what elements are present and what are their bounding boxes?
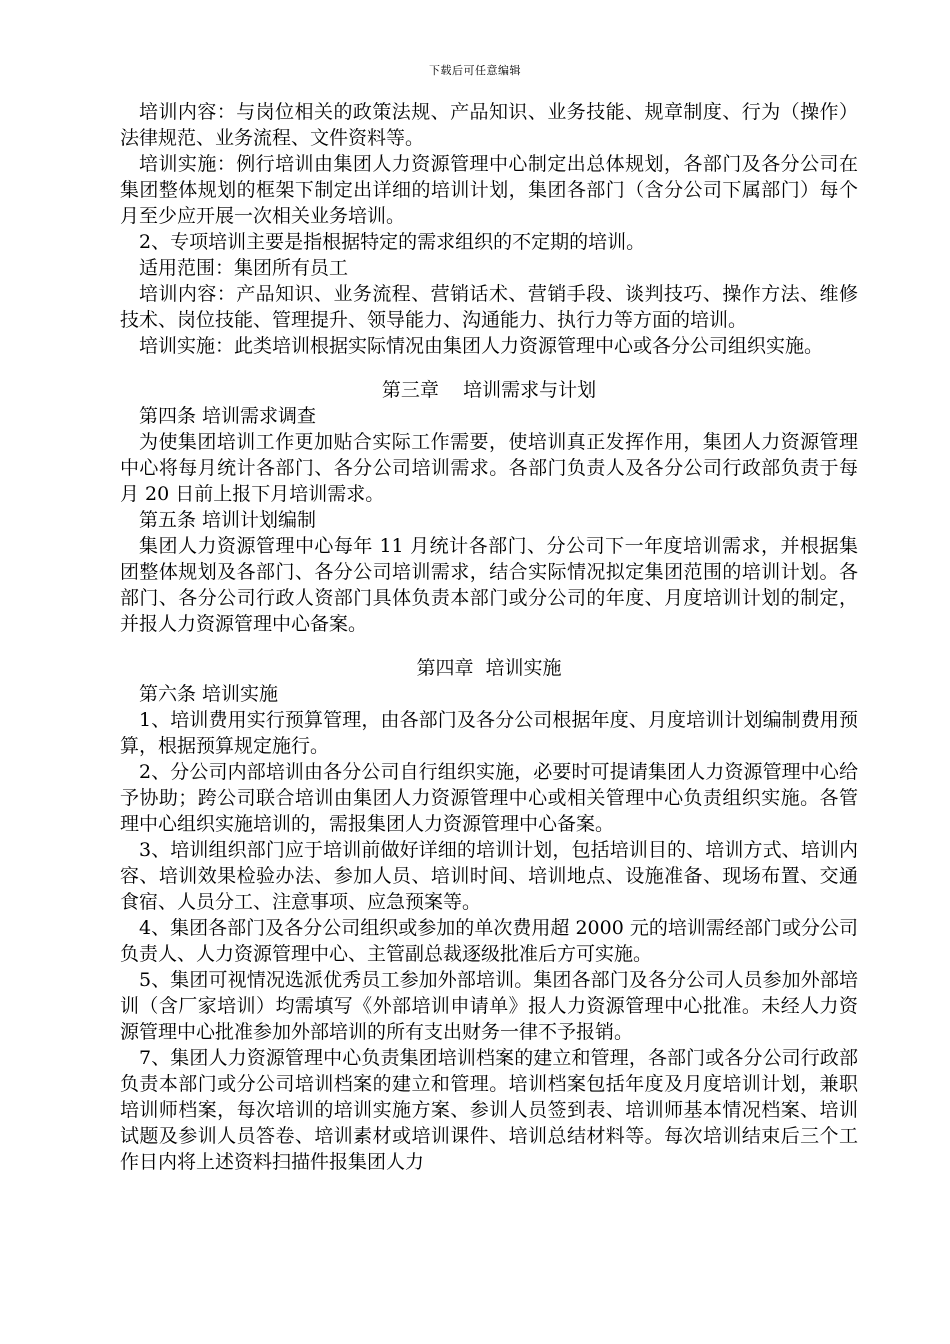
paragraph: 适用范围：集团所有员工 <box>139 257 349 279</box>
paragraph: 2、分公司内部培训由各分公司自行组织实施，必要时可提请集团人力资源管理中心给予协助；跨公司联合培训由集团人力资源管理中心或相关管理中心负责组织实施。各管理中心组织实施培训的，需报集团人力资源管理中心备案。 <box>120 761 858 835</box>
document-body <box>120 99 858 1175</box>
section-spacer <box>120 359 858 377</box>
paragraph: 培训实施：此类培训根据实际情况由集团人力资源管理中心或各分公司组织实施。 <box>139 335 824 357</box>
paragraph: 7、集团人力资源管理中心负责集团培训档案的建立和管理，各部门或各分公司行政部负责本部门或分公司培训档案的建立和管理。培训档案包括年度及月度培训计划，兼职培训师档案，每次培训的培训实施方案、参训人员签到表、培训师基本情况档案、培训试题及参训人员答卷、培训素材或培训课件、培训总结材料等。每次培训结束后三个工作日内将上述资料扫描件报集团人力 <box>120 1047 858 1173</box>
paragraph: 第五条 培训计划编制 <box>139 509 317 531</box>
chapter-heading: 第三章 培训需求与计划 <box>381 379 597 401</box>
paragraph: 集团人力资源管理中心每年 11 月统计各部门、分公司下一年度培训需求，并根据集团整体规划及各部门、各分公司培训需求，结合实际情况拟定集团范围的培训计划。各部门、各分公司行政人资部门具体负责本部门或分公司的年度、月度培训计划的制定，并报人力资源管理中心备案。 <box>120 535 858 635</box>
paragraph: 培训内容：与岗位相关的政策法规、产品知识、业务技能、规章制度、行为（操作）法律规范、业务流程、文件资料等。 <box>120 101 858 149</box>
paragraph: 培训实施：例行培训由集团人力资源管理中心制定出总体规划，各部门及各分公司在集团整体规划的框架下制定出详细的培训计划，集团各部门（含分公司下属部门）每个月至少应开展一次相关业务培训。 <box>120 153 858 227</box>
paragraph: 4、集团各部门及各分公司组织或参加的单次费用超 2000 元的培训需经部门或分公司负责人、人力资源管理中心、主管副总裁逐级批准后方可实施。 <box>120 917 858 965</box>
paragraph: 为使集团培训工作更加贴合实际工作需要，使培训真正发挥作用，集团人力资源管理中心将每月统计各部门、各分公司培训需求。各部门负责人及各分公司行政部负责于每月 20 日前上报下月培训需求。 <box>120 431 858 505</box>
paragraph: 第六条 培训实施 <box>139 683 279 705</box>
paragraph: 培训内容：产品知识、业务流程、营销话术、营销手段、谈判技巧、操作方法、维修技术、岗位技能、管理提升、领导能力、沟通能力、执行力等方面的培训。 <box>120 283 858 331</box>
chapter-heading: 第四章 培训实施 <box>416 657 562 679</box>
paragraph: 2、专项培训主要是指根据特定的需求组织的不定期的培训。 <box>139 231 646 253</box>
section-spacer <box>120 637 858 655</box>
paragraph: 5、集团可视情况选派优秀员工参加外部培训。集团各部门及各分公司人员参加外部培训（含厂家培训）均需填写《外部培训申请单》报人力资源管理中心批准。未经人力资源管理中心批准参加外部培训的所有支出财务一律不予报销。 <box>120 969 858 1043</box>
paragraph: 3、培训组织部门应于培训前做好详细的培训计划，包括培训目的、培训方式、培训内容、培训效果检验办法、参加人员、培训时间、培训地点、设施准备、现场布置、交通食宿、人员分工、注意事项、应急预案等。 <box>120 839 858 913</box>
paragraph: 1、培训费用实行预算管理，由各部门及各分公司根据年度、月度培训计划编制费用预算，根据预算规定施行。 <box>120 709 858 757</box>
paragraph: 第四条 培训需求调查 <box>139 405 317 427</box>
page-header: 下载后可任意编辑 <box>429 64 521 77</box>
